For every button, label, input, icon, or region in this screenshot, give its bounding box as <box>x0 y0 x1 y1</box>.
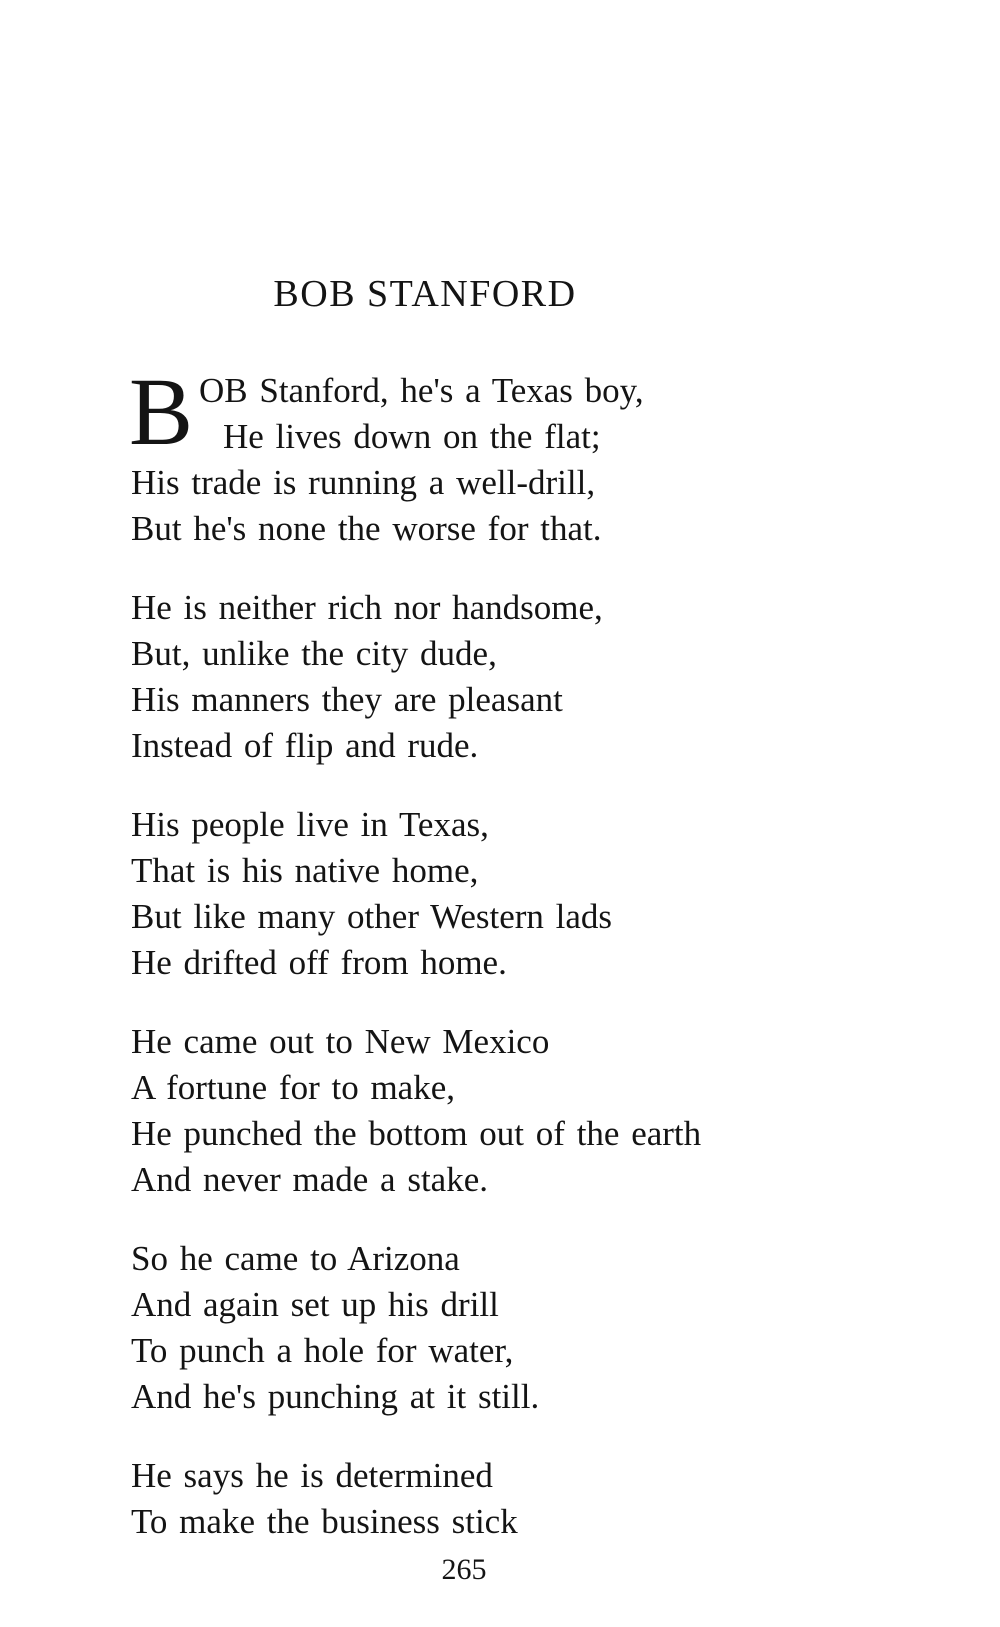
poem-line: But like many other Western lads <box>131 897 613 936</box>
poem-line: OB Stanford, he's a Texas boy, <box>199 371 644 410</box>
poem-line: And again set up his drill <box>131 1285 499 1324</box>
poem-line: His manners they are pleasant <box>131 680 563 719</box>
poem-line: But, unlike the city dude, <box>131 634 497 673</box>
poem-line: A fortune for to make, <box>131 1068 455 1107</box>
poem-line: So he came to Arizona <box>131 1239 460 1278</box>
drop-cap: B <box>129 358 194 465</box>
poem-line: He punched the bottom out of the earth <box>131 1114 702 1153</box>
poem-line: He came out to New Mexico <box>131 1022 550 1061</box>
poem-line: But he's none the worse for that. <box>131 509 602 548</box>
page-number: 265 <box>441 1553 487 1586</box>
poem-line: He says he is determined <box>131 1456 493 1495</box>
stanza-3 <box>131 802 931 986</box>
poem-line: His trade is running a well-drill, <box>131 463 596 502</box>
poem-line: To punch a hole for water, <box>131 1331 514 1370</box>
stanza-1 <box>129 358 931 552</box>
poem-line: He drifted off from home. <box>131 943 507 982</box>
poem-line: That is his native home, <box>131 851 479 890</box>
poem-line: And never made a stake. <box>131 1160 488 1199</box>
poem-body <box>129 358 931 1578</box>
poem-line: His people live in Texas, <box>131 805 489 844</box>
stanza-6 <box>131 1453 931 1545</box>
stanza-5 <box>131 1236 931 1420</box>
poem-line: And he's punching at it still. <box>131 1377 540 1416</box>
poem-title: BOB STANFORD <box>273 273 577 315</box>
stanza-2 <box>131 585 931 769</box>
poem-line: He lives down on the flat; <box>223 417 601 456</box>
stanza-4 <box>131 1019 931 1203</box>
poem-line: Instead of flip and rude. <box>131 726 479 765</box>
poem-line: To make the business stick <box>131 1502 518 1541</box>
poem-line: He is neither rich nor handsome, <box>131 588 603 627</box>
